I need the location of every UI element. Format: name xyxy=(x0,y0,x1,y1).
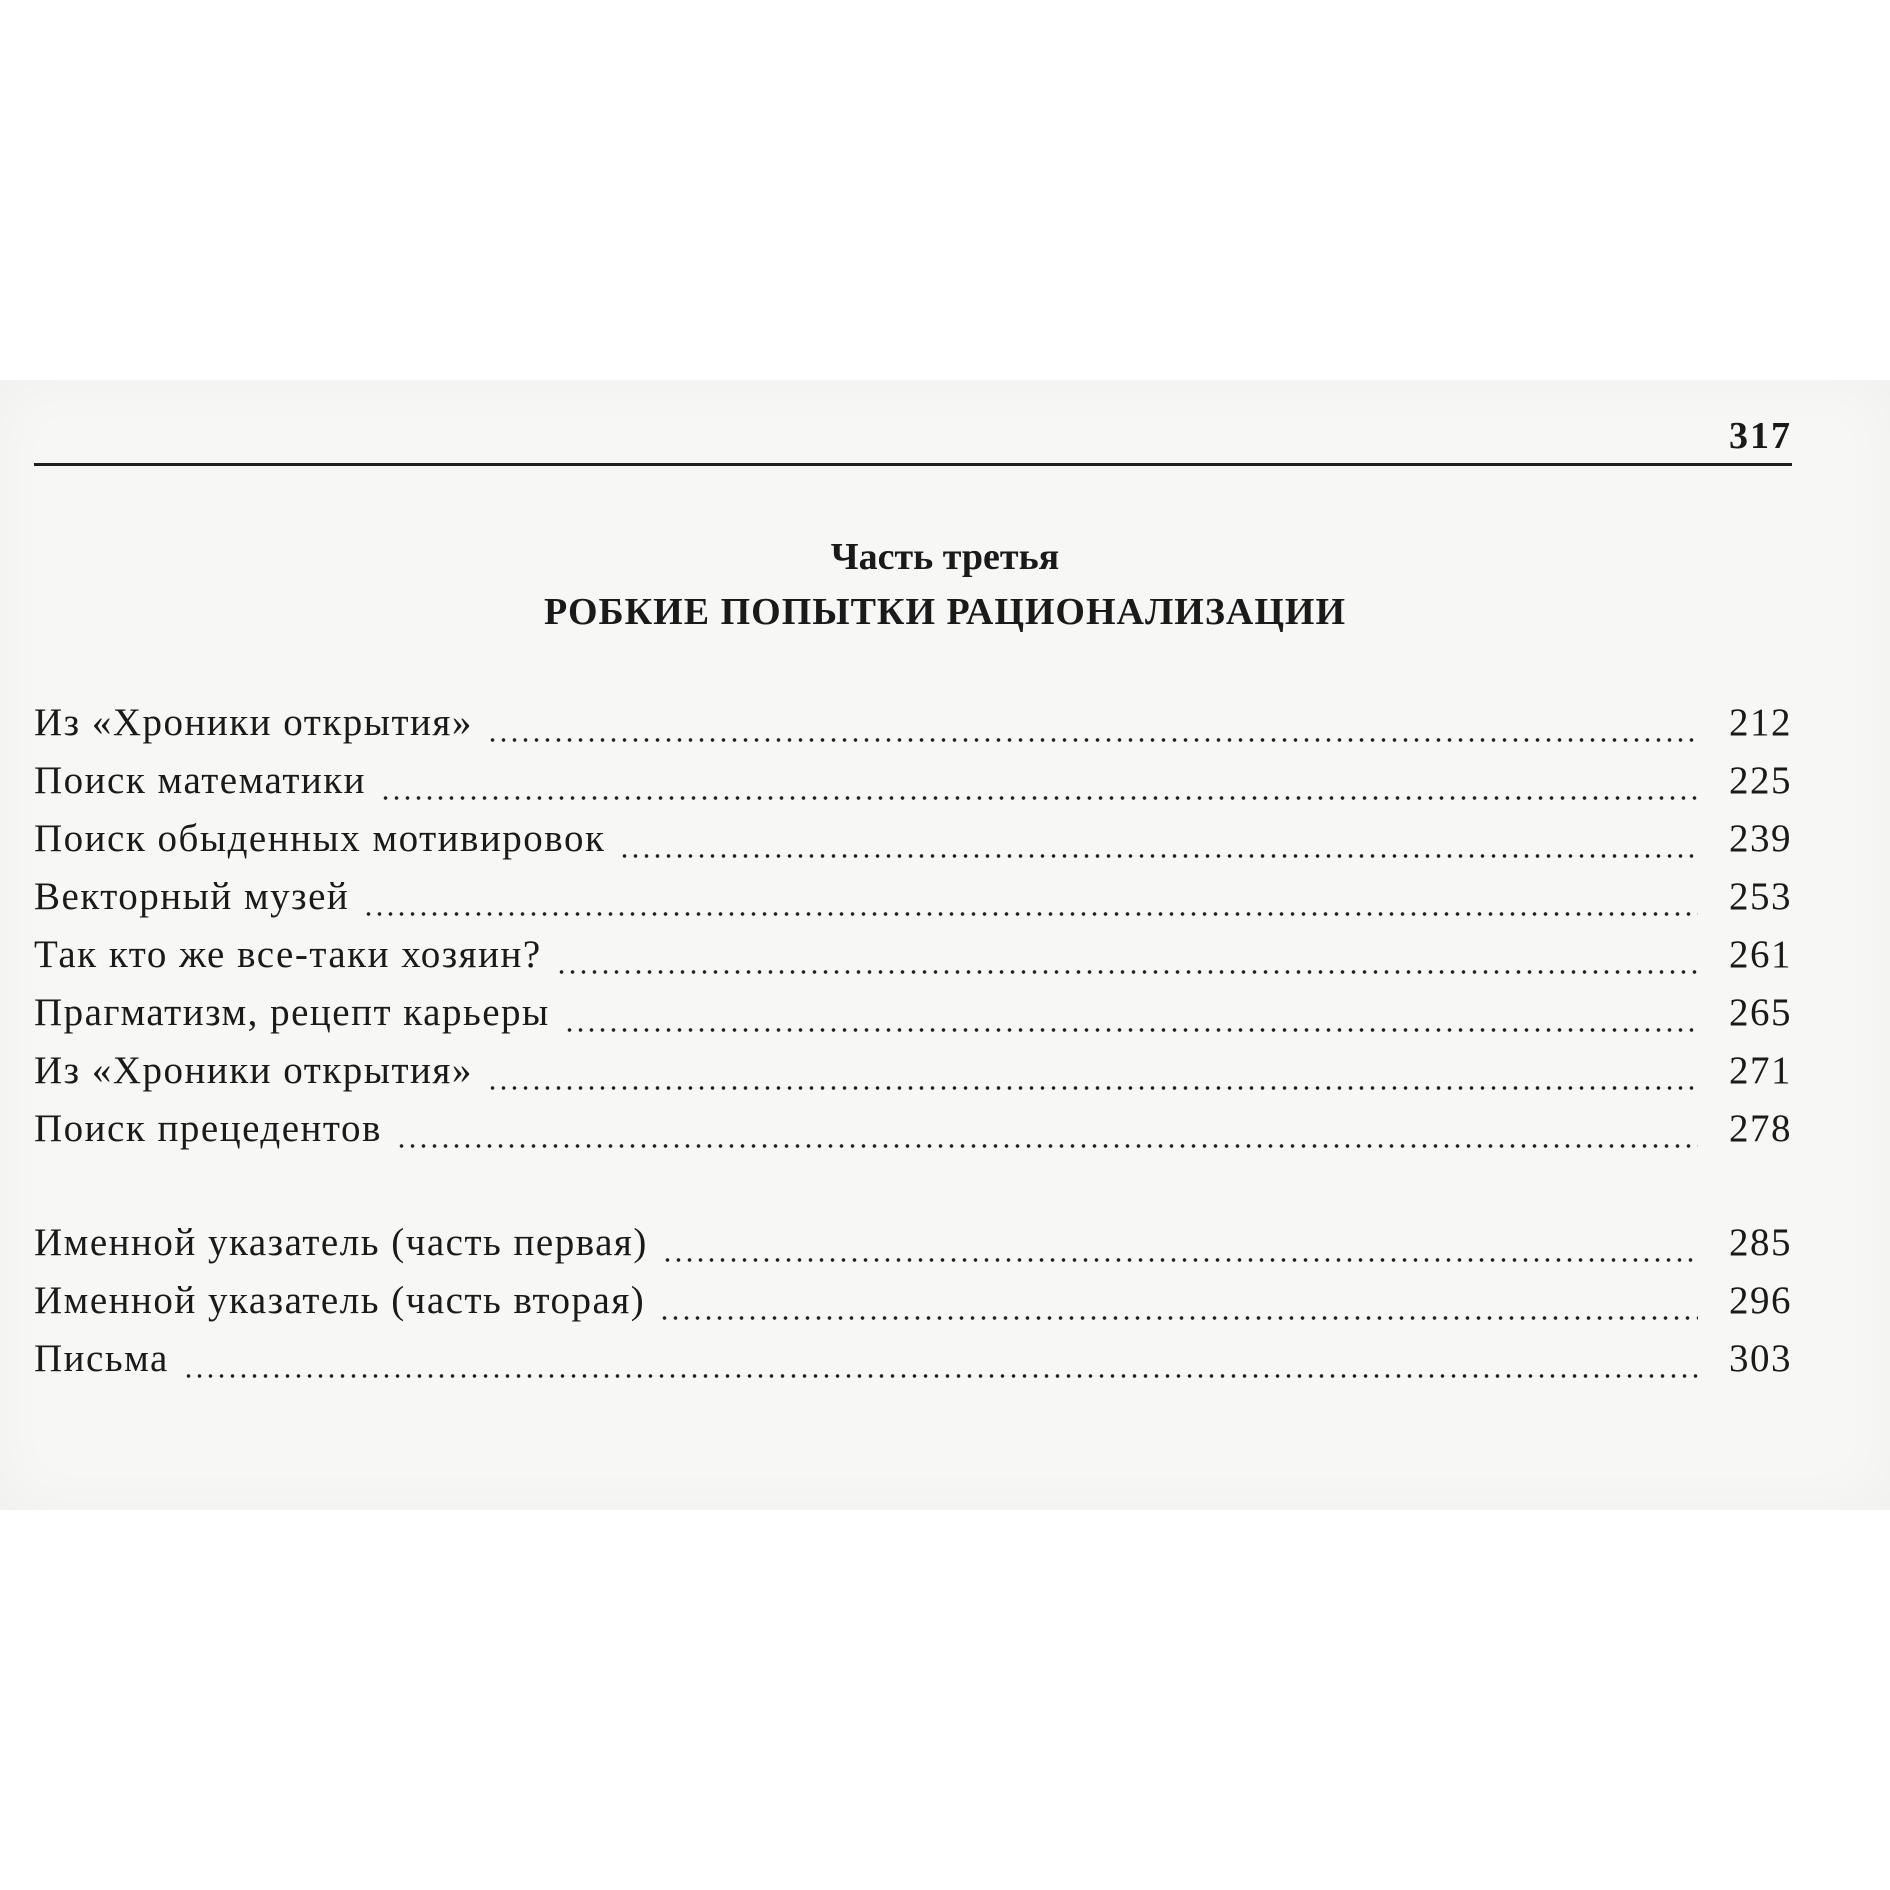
toc-entry xyxy=(34,990,1792,1048)
toc-entry xyxy=(34,874,1792,932)
toc-entry-page: 278 xyxy=(1729,1107,1792,1150)
dot-leader xyxy=(396,1140,1698,1150)
dot-leader xyxy=(556,966,1698,976)
part-title: РОБКИЕ ПОПЫТКИ РАЦИОНАЛИЗАЦИИ xyxy=(543,591,1347,633)
toc-entry-title: Поиск обыденных мотивировок xyxy=(34,817,606,860)
part-label: Часть третья xyxy=(830,536,1060,578)
toc-entry xyxy=(34,932,1792,990)
toc-entry-page: 285 xyxy=(1729,1221,1792,1264)
toc-entry xyxy=(34,700,1792,758)
toc-entry xyxy=(34,1336,1792,1394)
toc-entry-page: 253 xyxy=(1729,875,1792,918)
toc-entry-title: Векторный музей xyxy=(34,875,350,918)
toc-entry-page: 239 xyxy=(1729,817,1792,860)
dot-leader xyxy=(564,1024,1698,1034)
dot-leader xyxy=(487,1082,1698,1092)
toc-entry-page: 225 xyxy=(1729,759,1792,802)
toc-entry-title: Письма xyxy=(34,1337,169,1380)
toc-entry-page: 261 xyxy=(1729,933,1792,976)
toc-entry xyxy=(34,1048,1792,1106)
toc-entry-page: 303 xyxy=(1729,1337,1792,1380)
toc-entry xyxy=(34,816,1792,874)
dot-leader xyxy=(619,850,1698,860)
dot-leader xyxy=(380,792,1698,802)
toc-main-list xyxy=(34,700,1792,1164)
toc-entry-title: Прагматизм, рецепт карьеры xyxy=(34,991,550,1034)
toc-entry xyxy=(34,758,1792,816)
toc-entry xyxy=(34,1220,1792,1278)
toc-entry-page: 265 xyxy=(1729,991,1792,1034)
toc-entry-page: 271 xyxy=(1729,1049,1792,1092)
toc-entry-title: Так кто же все-таки хозяин? xyxy=(34,933,542,976)
toc-entry-title: Именной указатель (часть вторая) xyxy=(34,1279,646,1322)
header-rule xyxy=(34,463,1792,466)
dot-leader xyxy=(659,1312,1698,1322)
page-number: 317 xyxy=(1729,415,1792,457)
toc-entry-title: Из «Хроники открытия» xyxy=(34,701,473,744)
dot-leader xyxy=(183,1370,1698,1380)
toc-entry xyxy=(34,1106,1792,1164)
toc-entry-title: Именной указатель (часть первая) xyxy=(34,1221,648,1264)
dot-leader xyxy=(363,908,1698,918)
toc-entry-title: Из «Хроники открытия» xyxy=(34,1049,473,1092)
toc-entry xyxy=(34,1278,1792,1336)
toc-entry-page: 296 xyxy=(1729,1279,1792,1322)
dot-leader xyxy=(487,734,1698,744)
dot-leader xyxy=(662,1254,1698,1264)
toc-appendix-list xyxy=(34,1220,1792,1394)
toc-entry-page: 212 xyxy=(1729,701,1792,744)
toc-entry-title: Поиск математики xyxy=(34,759,367,802)
toc-entry-title: Поиск прецедентов xyxy=(34,1107,382,1150)
